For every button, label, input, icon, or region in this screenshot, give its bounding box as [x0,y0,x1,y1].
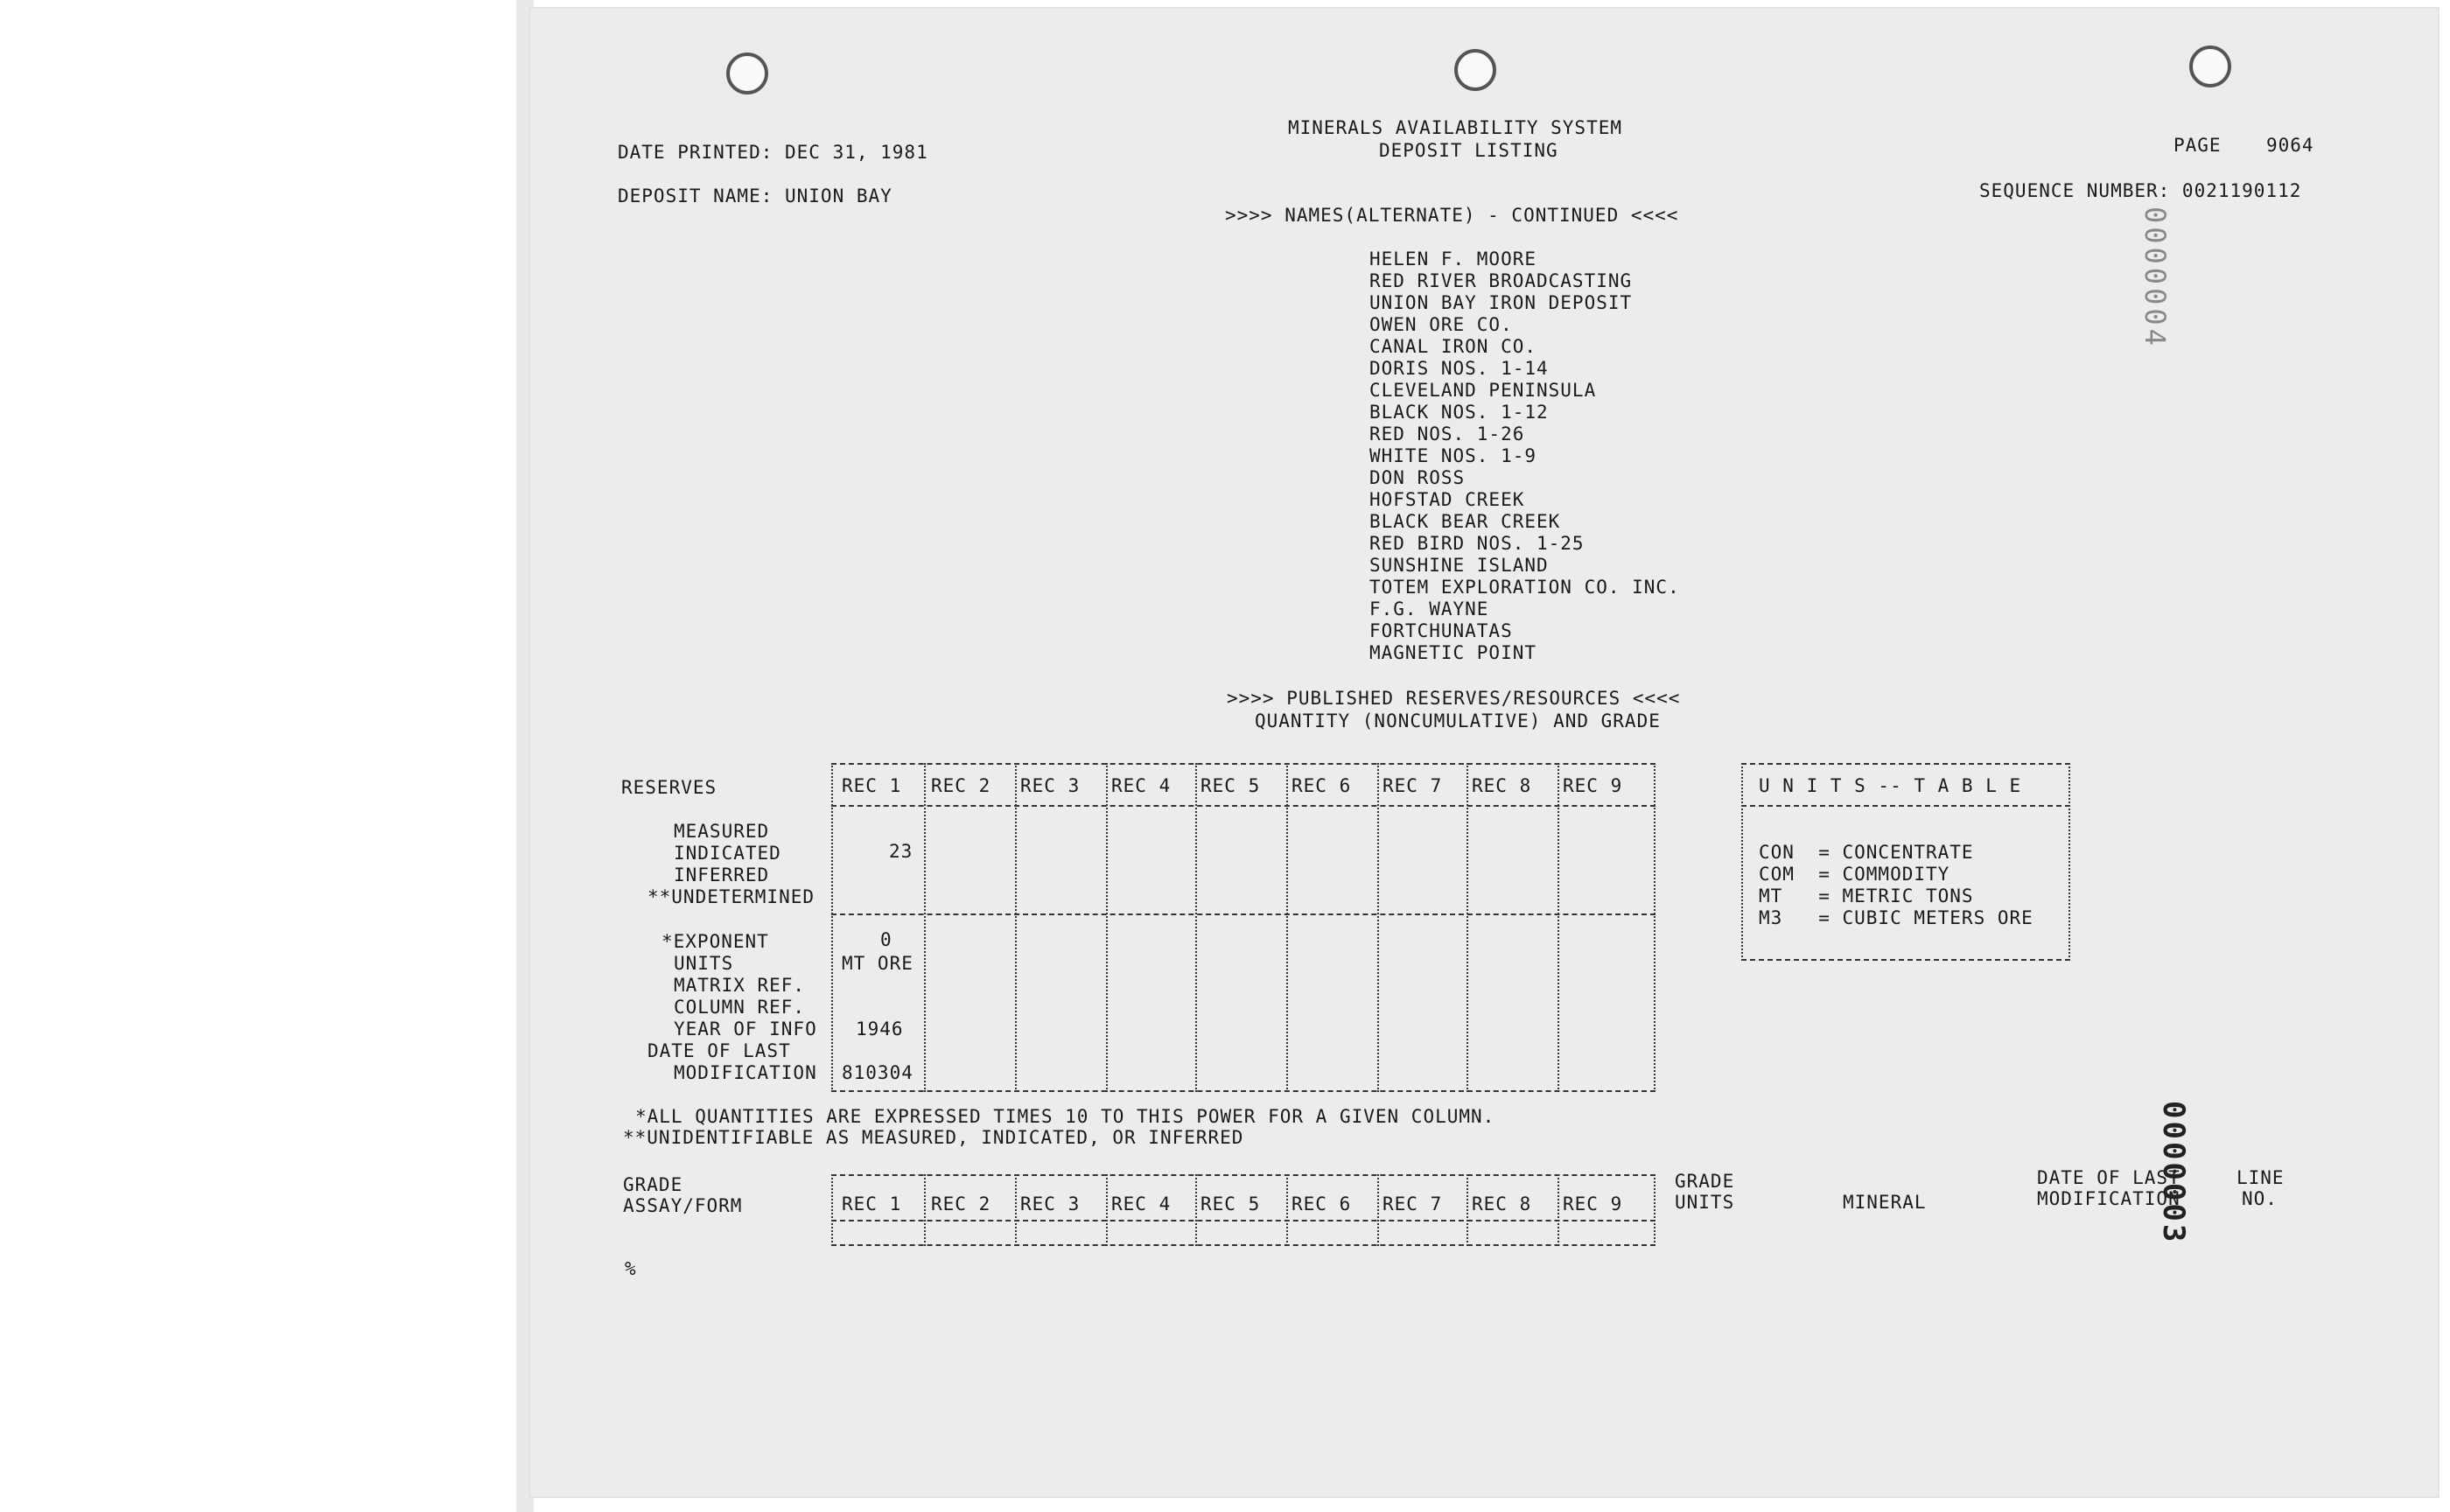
reserves-col-header: REC 9 [1563,775,1623,796]
row-label-date-of-last: DATE OF LAST [648,1040,791,1061]
grade-table-rule [831,1220,1656,1222]
year-rec1-value: 1946 [856,1018,904,1040]
reserves-col-header: REC 7 [1382,775,1443,796]
reserves-section-title: >>>> PUBLISHED RESERVES/RESOURCES <<<< [1227,688,1681,709]
column-separator [1106,1174,1108,1246]
table-rule [831,914,1656,915]
alt-name: HELEN F. MOORE [1369,248,1537,270]
punch-hole-right [2189,46,2231,88]
column-separator [1286,1174,1288,1246]
column-separator [1195,763,1197,1092]
date-printed: DATE PRINTED: DEC 31, 1981 [618,142,928,163]
page-number: 9064 [2266,135,2314,156]
alt-name: TOTEM EXPLORATION CO. INC. [1369,577,1680,598]
modification-rec1-value: 810304 [842,1062,914,1083]
sequence-number: SEQUENCE NUMBER: 0021190112 [1979,180,2302,201]
column-separator [1106,763,1108,1092]
column-separator [1377,763,1379,1092]
row-label-exponent: *EXPONENT [662,931,769,952]
system-title: MINERALS AVAILABILITY SYSTEM [1288,117,1623,138]
table-rule [831,805,1656,807]
row-label-inferred: INFERRED [674,864,770,886]
names-section-title: >>>> NAMES(ALTERNATE) - CONTINUED <<<< [1225,205,1679,226]
alt-name: UNION BAY IRON DEPOSIT [1369,292,1633,313]
alt-name: BLACK BEAR CREEK [1369,511,1561,532]
reserves-col-header: REC 2 [931,775,991,796]
date-of-last-label: DATE OF LAST [2037,1167,2180,1188]
footnote-exponent: *ALL QUANTITIES ARE EXPRESSED TIMES 10 TO THIS POWER FOR A GIVEN COLUMN. [635,1106,1495,1127]
column-separator [1466,763,1468,1092]
row-label-indicated: INDICATED [674,843,781,864]
stamp-bottom: 0000003 [2156,1101,2191,1245]
table-rule [831,1090,1656,1092]
reserves-label: RESERVES [621,777,718,798]
alt-name: RED RIVER BROADCASTING [1369,270,1633,291]
row-label-measured: MEASURED [674,821,770,842]
row-label-modification: MODIFICATION [674,1062,817,1083]
alt-name: OWEN ORE CO. [1369,314,1513,335]
column-separator [1286,763,1288,1092]
column-separator [924,1174,926,1246]
row-label-column-ref: COLUMN REF. [674,997,806,1018]
alt-name: RED BIRD NOS. 1-25 [1369,533,1585,554]
column-separator [1654,1174,1656,1246]
column-separator [1654,763,1656,1092]
table-rule [831,763,1656,765]
units-entry: M3 = CUBIC METERS ORE [1759,907,2034,928]
grade-col-header: REC 7 [1382,1194,1443,1214]
punch-hole-center [1454,49,1496,91]
grade-label: GRADE [623,1174,683,1195]
alt-name: MAGNETIC POINT [1369,642,1537,663]
indicated-rec1-value: 23 [889,841,914,862]
grade-units-label: GRADE [1675,1171,1735,1192]
line-label: LINE [2236,1167,2285,1188]
reserves-col-header: REC 1 [842,775,902,796]
assay-form-label: ASSAY/FORM [623,1195,743,1216]
row-label-matrix-ref: MATRIX REF. [674,975,806,996]
units-table-border [2068,763,2070,961]
column-separator [924,763,926,1092]
units-rec1-value: MT ORE [842,953,914,974]
grade-table-rule [831,1244,1656,1246]
grade-col-header: REC 8 [1472,1194,1532,1214]
units-table-rule [1741,959,2070,961]
grade-col-header: REC 9 [1563,1194,1623,1214]
line-no-label: NO. [2242,1188,2278,1209]
alt-name: F.G. WAYNE [1369,598,1489,620]
alt-name: CLEVELAND PENINSULA [1369,380,1597,401]
alt-name: BLACK NOS. 1-12 [1369,402,1549,423]
footnote-undetermined: **UNIDENTIFIABLE AS MEASURED, INDICATED, OR INFERRED [623,1127,1244,1148]
alt-name: CANAL IRON CO. [1369,336,1537,357]
reserves-col-header: REC 8 [1472,775,1532,796]
grade-col-header: REC 2 [931,1194,991,1214]
modification-label: MODIFICATION [2037,1188,2180,1209]
column-separator [1015,763,1017,1092]
alt-name: RED NOS. 1-26 [1369,424,1525,444]
units-entry: COM = COMMODITY [1759,864,1950,885]
row-label-undetermined: **UNDETERMINED [648,886,816,907]
grade-col-header: REC 3 [1020,1194,1081,1214]
column-separator [1015,1174,1017,1246]
alt-name: HOFSTAD CREEK [1369,489,1525,510]
grade-col-header: REC 6 [1292,1194,1352,1214]
listing-title: DEPOSIT LISTING [1379,140,1558,161]
reserves-col-header: REC 3 [1020,775,1081,796]
mineral-label: MINERAL [1843,1192,1927,1213]
column-separator [1466,1174,1468,1246]
units-table-rule [1741,805,2070,807]
column-separator [1558,763,1559,1092]
grade-units-label-2: UNITS [1675,1192,1735,1213]
column-separator [831,1174,833,1246]
alt-name: DORIS NOS. 1-14 [1369,358,1549,379]
punch-hole-left [726,52,768,94]
percent-marker: % [625,1258,637,1279]
scan-background [0,0,516,1512]
units-table-border [1741,763,1743,961]
column-separator [1195,1174,1197,1246]
grade-table-rule [831,1174,1656,1176]
column-separator [1558,1174,1559,1246]
units-entry: CON = CONCENTRATE [1759,842,1974,863]
units-table-title: U N I T S -- T A B L E [1759,775,2022,796]
deposit-name: DEPOSIT NAME: UNION BAY [618,186,892,206]
grade-col-header: REC 5 [1200,1194,1261,1214]
reserves-col-header: REC 4 [1111,775,1172,796]
reserves-col-header: REC 5 [1200,775,1261,796]
column-separator [1377,1174,1379,1246]
grade-col-header: REC 1 [842,1194,902,1214]
row-label-units: UNITS [674,953,734,974]
alt-name: DON ROSS [1369,467,1466,488]
units-entry: MT = METRIC TONS [1759,886,1974,906]
exponent-rec1-value: 0 [880,929,892,950]
row-label-year-of-info: YEAR OF INFO [674,1018,817,1040]
alt-name: WHITE NOS. 1-9 [1369,445,1537,466]
grade-col-header: REC 4 [1111,1194,1172,1214]
column-separator [831,763,833,1092]
alt-name: FORTCHUNATAS [1369,620,1513,641]
page-label: PAGE [2174,135,2222,156]
alt-name: SUNSHINE ISLAND [1369,555,1549,576]
stamp-top: 0000004 [2138,206,2172,349]
reserves-section-subtitle: QUANTITY (NONCUMULATIVE) AND GRADE [1255,710,1661,732]
reserves-col-header: REC 6 [1292,775,1352,796]
units-table-rule [1741,763,2070,765]
